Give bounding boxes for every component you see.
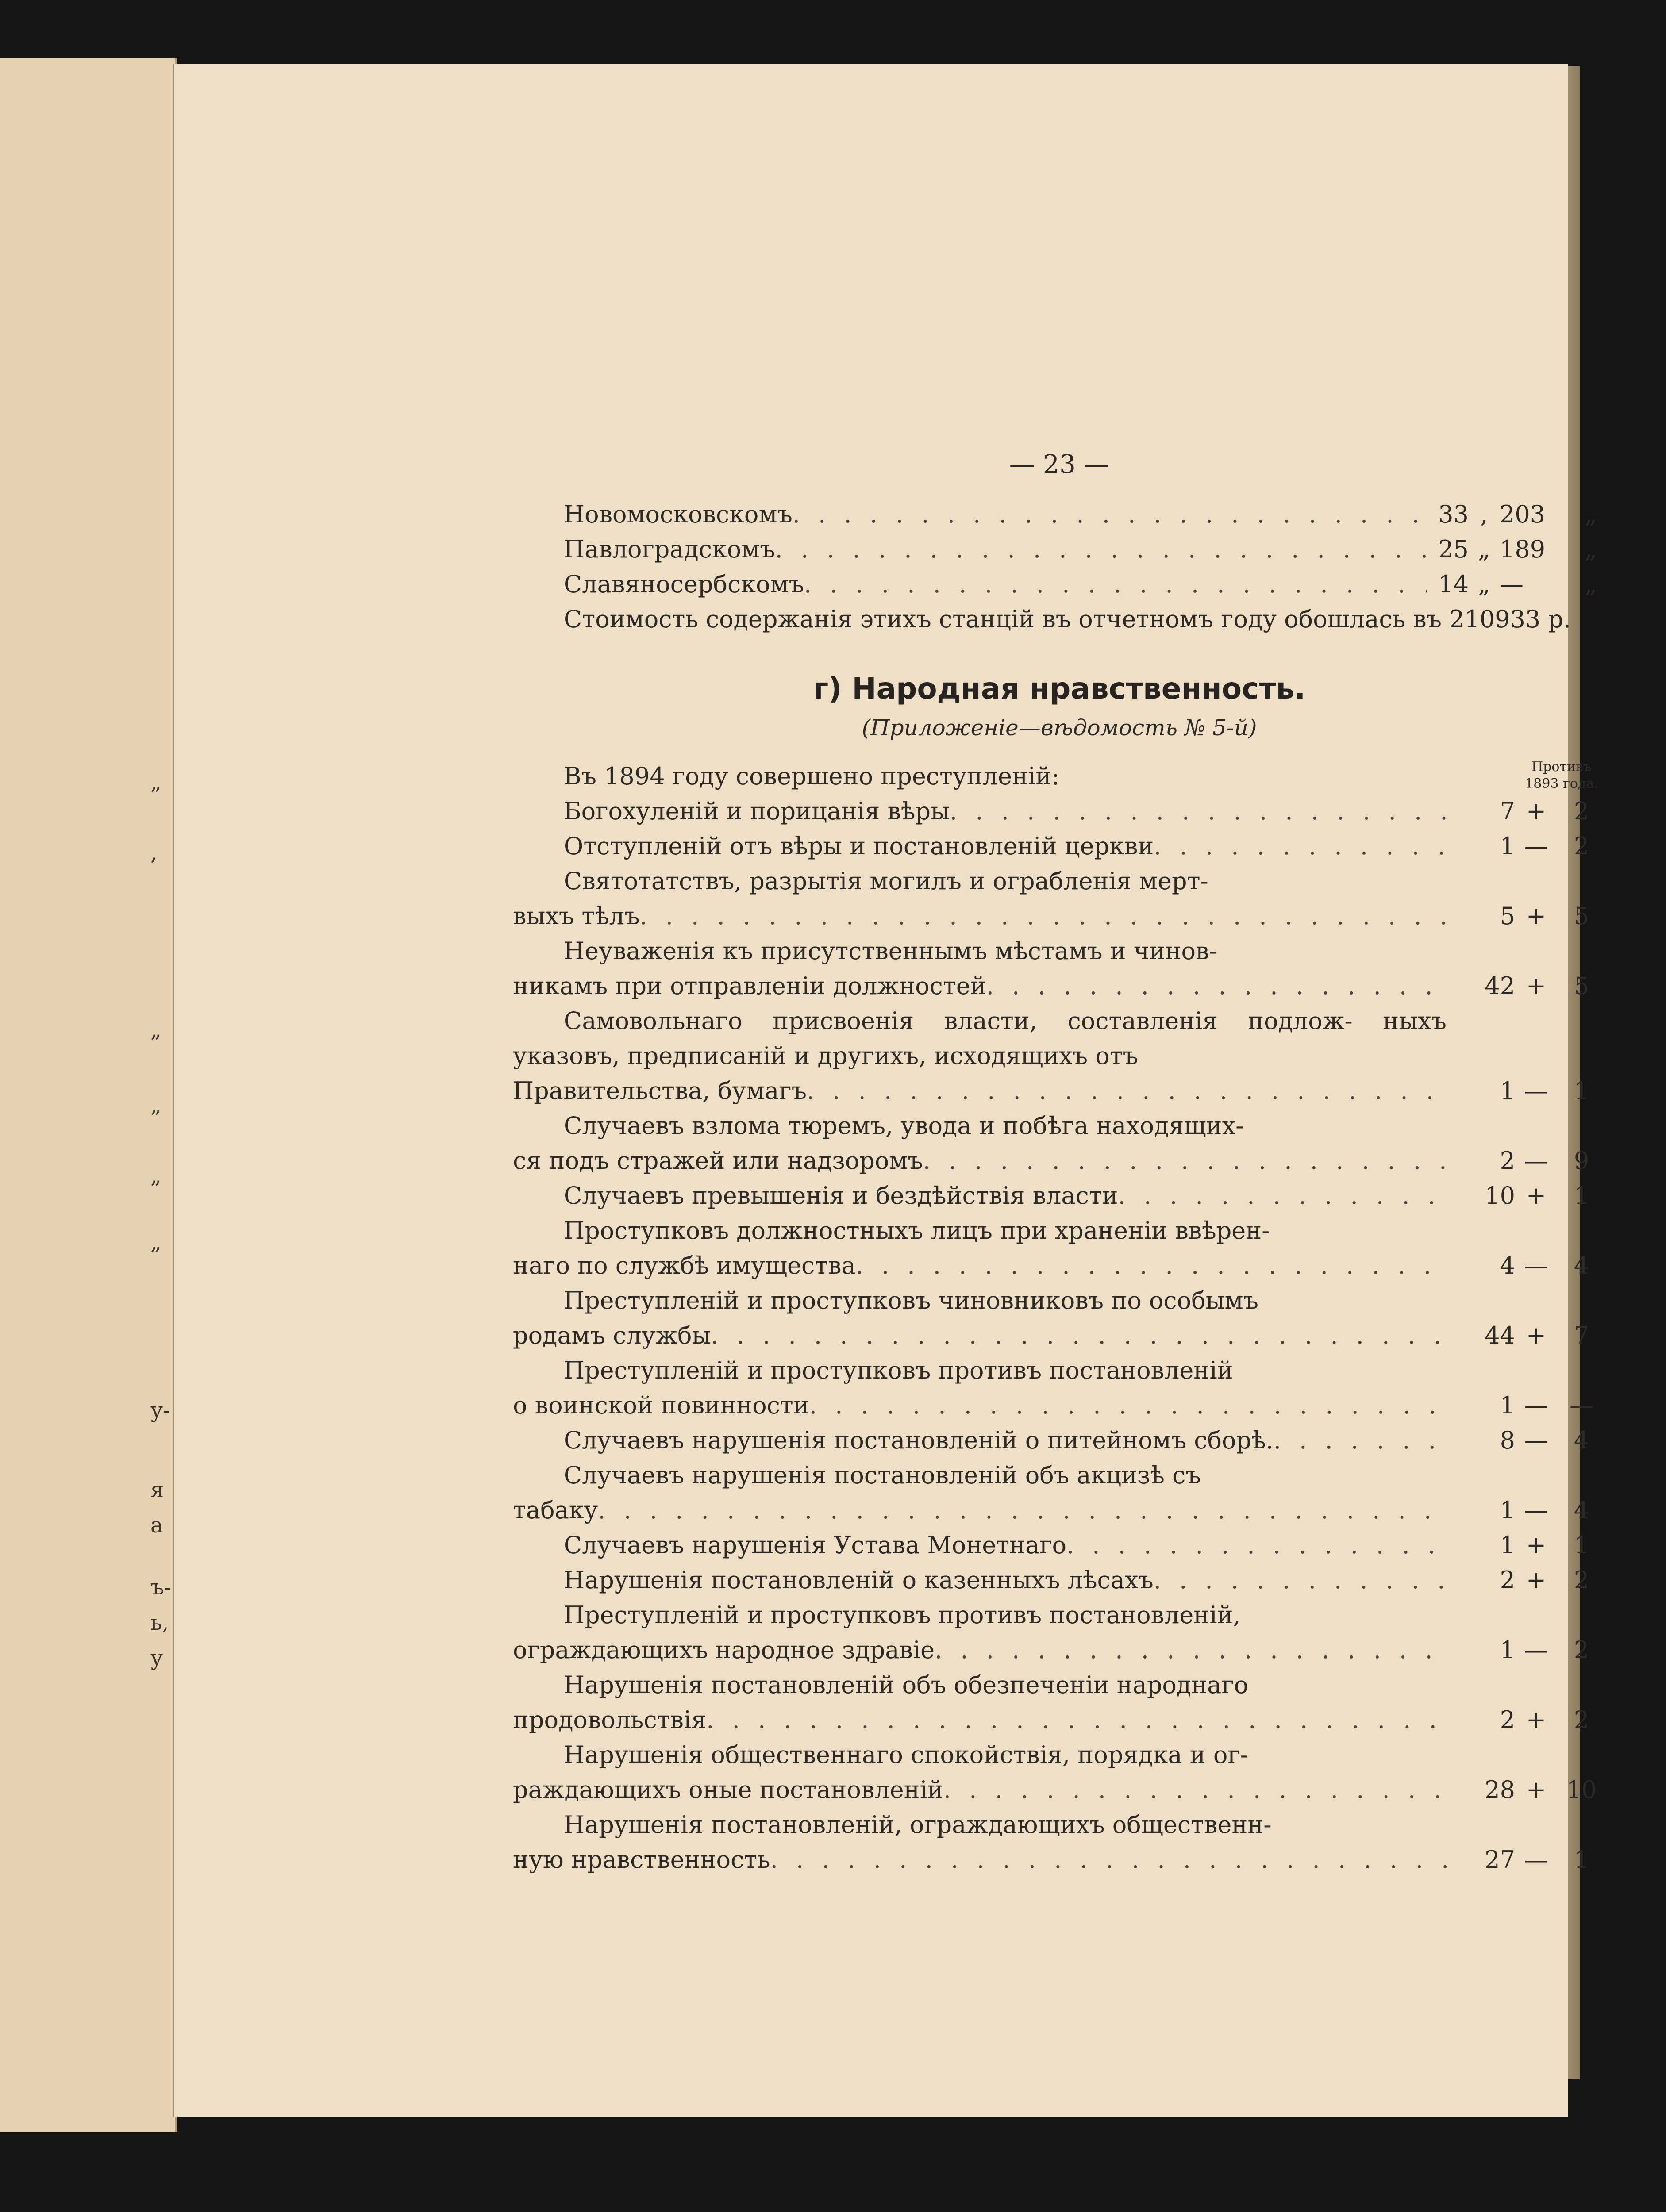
crime-count: 2 [1500,1147,1515,1175]
left-page-edge [0,58,177,2132]
crime-entry [513,1353,1606,1423]
crime-last-line [513,1528,1447,1563]
change-value: 2 [1574,832,1589,860]
station-row [513,497,1606,532]
change-sign: + [1526,902,1547,930]
crime-last-line [513,1702,1447,1737]
crime-figures [1447,1493,1606,1528]
crime-figures [1447,794,1606,829]
crime-label: Нарушенія общественнаго спокойствія, порядка и ог- [564,1741,1248,1769]
crime-label-end: табаку [513,1496,598,1524]
change-sign: — [1524,832,1548,860]
crime-figures [1447,1423,1606,1458]
crime-figures [1447,1143,1606,1178]
crime-label-end: о воинской повинности [513,1391,809,1419]
left-page-fragment: „ [150,770,162,795]
crime-entry [513,794,1606,829]
crime-label: Нарушенія постановленій о казенныхъ лѣсахъ [564,1566,1154,1594]
station-unit: „ [1585,535,1597,563]
crime-entry [513,1423,1606,1458]
station-value: 203 [1500,500,1546,528]
leader-dots [639,899,1447,933]
crime-entry [513,1807,1606,1877]
crime-last-line [513,794,1447,829]
left-page-fragment: „ [150,1164,162,1188]
change-value: 1 [1574,1182,1589,1210]
change-value: 2 [1574,1636,1589,1664]
column-header-line1: Противъ [1531,759,1592,775]
leader-dots [770,1842,1447,1877]
crime-count: 1 [1500,1077,1515,1105]
section-subtitle: (Приложеніе—вѣдомость № 5-й) [862,715,1257,741]
crime-entry [513,829,1606,864]
leader-dots [793,497,1427,532]
change-value: 1 [1574,1846,1589,1874]
change-sign: + [1526,972,1547,1000]
crime-count: 1 [1500,1531,1515,1559]
crime-count: 5 [1500,902,1515,930]
leader-dots [809,1388,1447,1423]
change-sign: + [1526,1776,1547,1804]
change-sign: — [1524,1846,1548,1874]
crime-last-line [513,1248,1447,1283]
crime-figures [1447,1318,1606,1353]
change-value: 4 [1574,1252,1589,1279]
station-count: 33 [1438,500,1469,528]
station-name: Новомосковскомъ [564,500,793,528]
crime-last-line [513,1423,1447,1458]
crime-count: 44 [1485,1321,1515,1349]
left-page-fragment: у- [150,1398,170,1423]
crime-entry [513,1563,1606,1598]
crime-label: Богохуленій и порицанія вѣры [564,797,950,825]
crime-last-line [513,1493,1447,1528]
change-value: 5 [1574,902,1589,930]
crime-count: 2 [1500,1706,1515,1734]
change-value: — [1570,1391,1593,1419]
change-value: 4 [1574,1496,1589,1524]
crime-figures [1447,1178,1606,1213]
change-value: 9 [1574,1147,1589,1175]
change-value: 5 [1574,972,1589,1000]
station-unit: „ [1585,500,1597,528]
crime-last-line [513,968,1447,1003]
crime-count: 4 [1500,1252,1515,1279]
crime-count: 10 [1485,1182,1515,1210]
crime-figures [1447,1632,1606,1667]
crime-count: 8 [1500,1426,1515,1454]
leader-dots [986,968,1447,1003]
crime-entry [513,1737,1606,1807]
column-header [1508,759,1615,792]
crime-entry [513,1598,1606,1667]
change-sign: + [1526,1182,1547,1210]
change-sign: + [1526,1531,1547,1559]
crime-count: 42 [1485,972,1515,1000]
crime-count: 1 [1500,1496,1515,1524]
crime-entry [513,1667,1606,1737]
crime-label: Самовольнаго присвоенія власти, составленія подлож- ныхъ указовъ, предписаній и другихъ, исходящихъ отъ [513,1007,1447,1070]
station-name: Славяносербскомъ [564,570,804,598]
change-sign: + [1526,1566,1547,1594]
section-title: г) Народная нравственность. [813,672,1306,706]
change-sign: + [1526,797,1547,825]
crime-last-line [513,1772,1447,1807]
crime-label-end: никамъ при отправленіи должностей [513,972,986,1000]
crime-figures [1447,968,1606,1003]
station-count: 25 [1438,535,1469,563]
crime-entry [513,1283,1606,1353]
leader-dots [775,532,1427,567]
station-row [513,532,1606,567]
change-value: 1 [1574,1531,1589,1559]
left-page-fragment: ь, [150,1610,169,1635]
crime-label-end: раждающихъ оные постановленій [513,1776,943,1804]
crime-entry [513,1458,1606,1528]
crime-last-line [513,829,1447,864]
station-value: 189 [1500,535,1546,563]
crime-label: Преступленій и проступковъ противъ постановленій [564,1356,1233,1384]
crime-entry [513,933,1606,1003]
crime-last-line [513,1318,1447,1353]
crime-label-end: ограждающихъ народное здравіе [513,1636,935,1664]
crime-label: Случаевъ нарушенія Устава Монетнаго [564,1531,1067,1559]
crime-entry [513,1178,1606,1213]
change-sign: + [1526,1706,1547,1734]
left-page-fragment: „ [150,1093,162,1118]
crime-entry [513,1108,1606,1178]
left-page-fragment: , [150,841,158,865]
station-separator: „ [1478,535,1490,563]
change-sign: — [1524,1636,1548,1664]
crime-count: 1 [1500,1636,1515,1664]
leader-dots [598,1493,1447,1528]
crime-figures [1447,1388,1606,1423]
station-separator: , [1480,500,1488,528]
crime-label: Нарушенія постановленій, ограждающихъ общественн- [564,1811,1272,1839]
leader-dots [1118,1178,1447,1213]
crime-figures [1447,829,1606,864]
crime-last-line [513,1563,1447,1598]
crime-figures [1447,1772,1606,1807]
crime-label: Случаевъ взлома тюремъ, увода и побѣга находящих- [564,1112,1244,1140]
left-page-fragment: ъ- [150,1575,171,1600]
change-value: 2 [1574,1706,1589,1734]
change-value: 10 [1566,1776,1597,1804]
change-value: 7 [1574,1321,1589,1349]
page-number: — 23 — [1009,449,1110,479]
crime-label-end: родамъ службы [513,1321,711,1349]
leader-dots [706,1702,1447,1737]
crime-last-line [513,1842,1447,1877]
station-unit: „ [1585,570,1597,598]
crime-label-end: Правительства, бумагъ [513,1077,807,1105]
change-sign: — [1524,1077,1548,1105]
crime-last-line [513,1178,1447,1213]
crime-label: Случаевъ нарушенія постановленій о питейномъ сборѣ. [564,1426,1274,1454]
crime-count: 7 [1500,797,1515,825]
change-sign: — [1524,1252,1548,1279]
crime-label-end: выхъ тѣлъ [513,902,640,930]
crime-figures [1447,1528,1606,1563]
change-value: 2 [1574,797,1589,825]
crime-label-end: ную нравственность [513,1846,770,1874]
left-page-fragment: у [150,1646,163,1671]
left-page-fragment: я [150,1478,164,1502]
station-row [513,567,1606,602]
crime-figures [1447,1248,1606,1283]
leader-dots [1066,1528,1447,1563]
right-page [173,64,1598,2117]
crime-last-line [513,1388,1447,1423]
leader-dots [923,1143,1447,1178]
crime-list [513,794,1606,1877]
change-sign: — [1524,1391,1548,1419]
leader-dots [804,567,1427,602]
station-value: — [1500,570,1524,598]
change-sign: — [1524,1426,1548,1454]
crime-label: Проступковъ должностныхъ лицъ при храненіи ввѣрен- [564,1217,1270,1244]
crimes-intro-row [513,759,1606,794]
station-count: 14 [1438,570,1469,598]
leader-dots [1274,1423,1447,1458]
crime-entry [513,1003,1606,1108]
change-value: 2 [1574,1566,1589,1594]
change-sign: + [1526,1321,1547,1349]
left-page-fragment: а [150,1513,163,1538]
crime-entry [513,864,1606,933]
leader-dots [807,1073,1447,1108]
crime-figures [1447,1073,1606,1108]
crime-count: 1 [1500,1391,1515,1419]
page-content [513,447,1606,1877]
crime-label: Неуваженія къ присутственнымъ мѣстамъ и чинов- [564,937,1217,965]
crime-count: 28 [1485,1776,1515,1804]
crime-figures [1447,1563,1606,1598]
crime-label: Отступленій отъ вѣры и постановленій церкви [564,832,1154,860]
crime-label-end: ся подъ стражей или надзоромъ [513,1147,923,1175]
cost-paragraph: Стоимость содержанія этихъ станцій въ отчетномъ году обошлась въ 210933 р. [564,605,1571,633]
change-value: 4 [1574,1426,1589,1454]
leader-dots [950,794,1447,829]
crime-label: Случаевъ превышенія и бездѣйствія власти [564,1182,1118,1210]
crime-entry [513,1528,1606,1563]
crime-figures [1447,1842,1606,1877]
crime-entry [513,1213,1606,1283]
leader-dots [856,1248,1447,1283]
leader-dots [943,1772,1447,1807]
station-separator: „ [1478,570,1490,598]
crime-figures [1447,899,1606,933]
crime-figures [1447,1702,1606,1737]
crime-label: Случаевъ нарушенія постановленій объ акцизѣ съ [564,1461,1201,1489]
leader-dots [1154,1563,1447,1598]
change-sign: — [1524,1147,1548,1175]
left-page-fragment: „ [150,1018,162,1042]
crime-count: 27 [1485,1846,1515,1874]
crime-label: Преступленій и проступковъ противъ постановленій, [564,1601,1241,1629]
leader-dots [1154,829,1447,864]
crime-label: Святотатствъ, разрытія могилъ и ограбленія мерт- [564,867,1208,895]
crime-label: Преступленій и проступковъ чиновниковъ по особымъ [564,1286,1259,1314]
crime-label-end: наго по службѣ имущества [513,1252,856,1279]
crime-count: 1 [1500,832,1515,860]
crime-count: 2 [1500,1566,1515,1594]
change-sign: — [1524,1496,1548,1524]
leader-dots [711,1318,1447,1353]
crimes-intro: Въ 1894 году совершено преступленій: [564,762,1060,790]
station-name: Павлоградскомъ [564,535,775,563]
leader-dots [935,1632,1447,1667]
column-header-line2: 1893 года. [1525,776,1598,791]
station-list [513,497,1606,602]
change-value: 1 [1574,1077,1589,1105]
crime-last-line [513,1073,1447,1108]
left-page-fragment: „ [150,1230,162,1255]
crime-last-line [513,899,1447,933]
crime-label: Нарушенія постановленій объ обезпеченіи народнаго [564,1671,1249,1699]
crime-last-line [513,1143,1447,1178]
crime-last-line [513,1632,1447,1667]
crime-label-end: продовольствія [513,1706,707,1734]
